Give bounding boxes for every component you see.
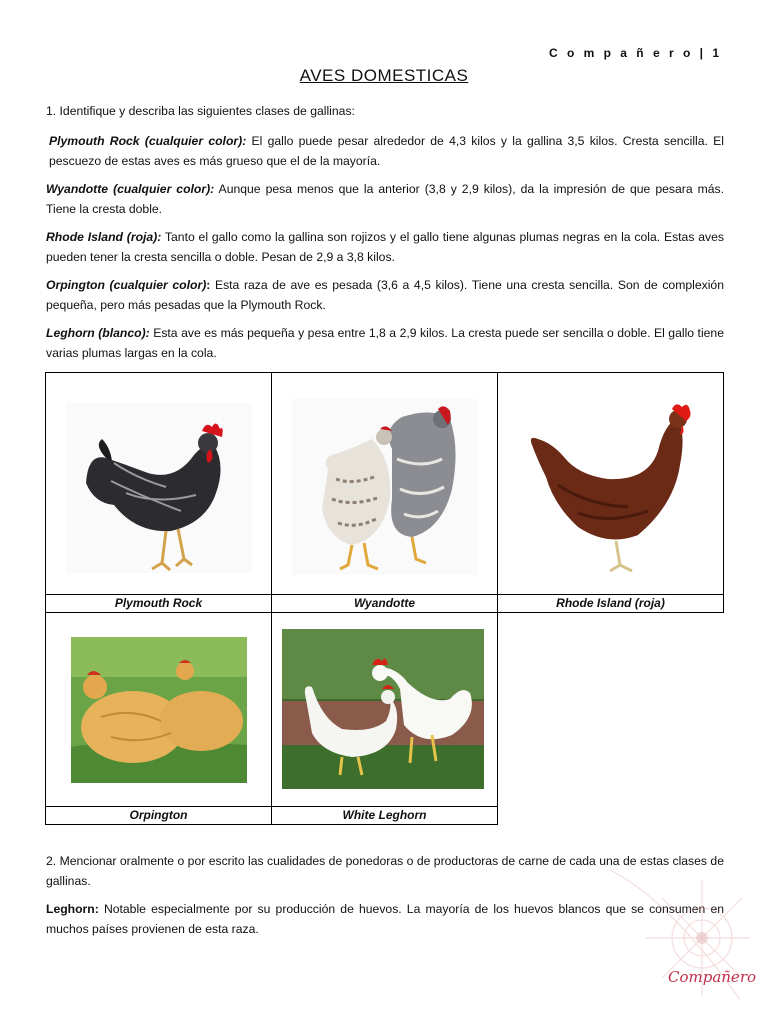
caption-wyandotte: Wyandotte xyxy=(271,594,498,613)
breed-rhode-desc xyxy=(46,228,724,267)
page-title: AVES DOMESTICAS xyxy=(299,66,469,85)
cell-leghorn xyxy=(271,612,498,807)
cell-rhode-island xyxy=(497,372,724,595)
companero-watermark xyxy=(590,860,757,1010)
orpington-image xyxy=(71,637,247,783)
breed-colon: : xyxy=(206,278,211,292)
cell-plymouth xyxy=(45,372,272,595)
page-header: C o m p a ñ e r o | 1 xyxy=(548,46,722,60)
leghorn-text: Notable especialmente por su producción de huevos. La mayoría de los huevos blancos que se consumen en muchos países provienen de esta raza. xyxy=(46,902,724,936)
wyandotte-image xyxy=(292,399,478,575)
watermark-logo-icon xyxy=(590,860,750,1010)
rhode-island-image xyxy=(518,395,704,575)
white-leghorn-image xyxy=(282,629,484,789)
breed-wyandotte-desc xyxy=(46,180,724,219)
breed-name: Wyandotte (cualquier color): xyxy=(46,182,215,196)
watermark-text: Compañero xyxy=(668,968,757,986)
breed-text: Aunque pesa menos que la anterior (3,8 y 2,9 kilos), da la impresión de que pesara más. Tiene la cresta doble. xyxy=(46,182,724,216)
breed-orpington-desc xyxy=(46,276,724,315)
cell-wyandotte xyxy=(271,372,498,595)
breed-name: Leghorn (blanco): xyxy=(46,326,150,340)
plymouth-rock-image xyxy=(66,403,252,573)
breed-name: Orpington (cualquier color) xyxy=(46,278,207,292)
breed-plymouth-desc xyxy=(46,132,724,171)
breed-text: Esta raza de ave es pesada (3,6 a 4,5 kilos). Tiene una cresta sencilla. Son de complexión pequeña, pero más pesadas que la Plymouth Rock. xyxy=(46,278,724,312)
caption-white-leghorn: White Leghorn xyxy=(271,806,498,825)
breed-leghorn-desc xyxy=(46,324,724,363)
leghorn-label: Leghorn: xyxy=(46,902,99,916)
cell-orpington xyxy=(45,612,272,807)
breed-name: Rhode Island (roja): xyxy=(46,230,162,244)
caption-plymouth: Plymouth Rock xyxy=(45,594,272,613)
breed-name: Plymouth Rock (cualquier color): xyxy=(49,134,247,148)
caption-orpington: Orpington xyxy=(45,806,272,825)
caption-rhode-island: Rhode Island (roja) xyxy=(497,594,724,613)
breed-text: El gallo puede pesar alrededor de 4,3 kilos y la gallina 3,5 kilos. Cresta sencilla. El pescuezo de estas aves es más grueso que el de la mayoría. xyxy=(49,134,725,168)
question-2: 2. Mencionar oralmente o por escrito las cualidades de ponedoras o de productoras de carne de cada una de estas clases de gallinas. xyxy=(46,854,724,888)
question-1: 1. Identifique y describa las siguientes clases de gallinas: xyxy=(46,104,355,118)
breed-text: Tanto el gallo como la gallina son rojizos y el gallo tiene algunas plumas negras en la cola. Estas aves pueden tener la cresta sencilla o doble. Pesan de 2,9 a 3,8 kilos. xyxy=(46,230,725,264)
breed-text: Esta ave es más pequeña y pesa entre 1,8 a 2,9 kilos. La cresta puede ser sencilla o doble. El gallo tiene varias plumas largas en la cola. xyxy=(46,326,724,360)
